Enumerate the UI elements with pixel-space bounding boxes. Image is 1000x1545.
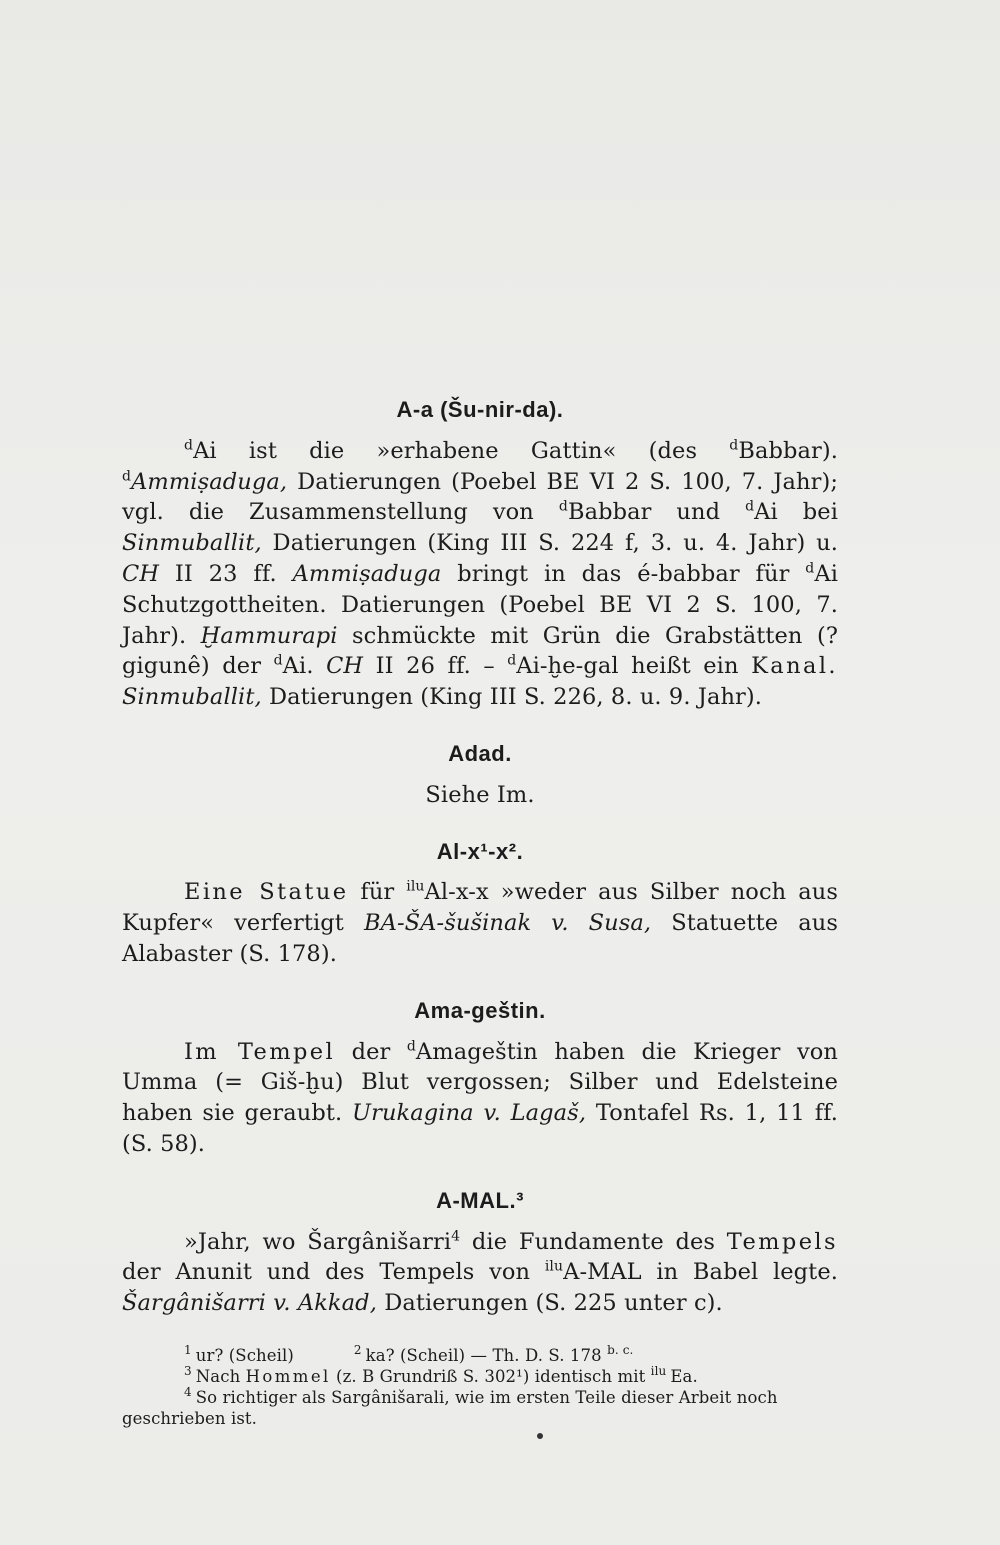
superscript: d — [273, 652, 283, 669]
text-run: Datierungen (King III S. 226, 8. u. 9. Jahr). — [261, 684, 763, 711]
text-run: BA-ŠA-šušinak v. Susa, — [363, 910, 652, 937]
text-run: Ai. — [282, 653, 327, 680]
text-run: Tempels — [726, 1228, 838, 1255]
text-run: CH — [122, 560, 160, 587]
entry-body — [122, 877, 838, 969]
footnotes — [122, 1345, 838, 1429]
text-run: der Anunit und des Tempels von — [122, 1259, 545, 1286]
footnote-1: $^1$ ur? (Scheil) — [184, 1343, 294, 1365]
superscript: ilu — [544, 1258, 564, 1275]
text-run: Eine Statue — [184, 879, 349, 906]
text-run: Šargânišarri v. Akkad, — [122, 1290, 377, 1317]
superscript: d — [507, 652, 517, 669]
text-run: Datierungen (King III S. 224 f, 3. u. 4. Jahr) u. — [261, 530, 838, 557]
text-run: der — [335, 1038, 407, 1065]
superscript: ilu — [406, 878, 425, 895]
text-run: Amageštin haben die Krieger von Umma (= Giš-ḫu) Blut vergossen; Silber und Edelsteine haben sie geraubt. — [122, 1038, 838, 1127]
text-run: CH — [326, 653, 364, 680]
entry-heading: Al-x¹-x². — [436, 838, 524, 864]
text-run: Ḫammurapi — [200, 622, 338, 649]
footnote-3: $^3$ Nach Hommel (z. B Grundriß S. 302¹) identisch mit $^{ilu}$ Ea. — [184, 1364, 698, 1386]
superscript: d — [729, 437, 739, 454]
text-run: Ai ist die »erhabene Gattin« (des — [193, 437, 730, 464]
text-run: Datierungen (Poebel BE VI 2 S. 100, 7. Jahr); vgl. die Zusammenstellung von — [122, 468, 838, 526]
text-run: Datierungen (S. 225 unter c). — [376, 1290, 723, 1317]
entry-body — [122, 1227, 838, 1319]
text-run: »Jahr, wo Šargânišarri — [184, 1228, 452, 1255]
entry-body — [122, 780, 838, 811]
text-run: Ai-ḫe-gal heißt ein — [516, 653, 752, 680]
text-run: Ammiṣaduga, — [131, 468, 288, 495]
superscript: d — [805, 560, 815, 577]
text-run: A-MAL in Babel legte. — [563, 1259, 838, 1286]
footnote-2: $^2$ ka? (Scheil) — Th. D. S. 178 $^{b. c.}$ — [353, 1343, 634, 1365]
entry — [122, 837, 838, 970]
text-run: II 23 ff. — [159, 560, 293, 587]
text-run: Siehe Im. — [425, 781, 535, 808]
text-run: für — [348, 879, 407, 906]
text-run: schmückte mit Grün die Grabstätten (? gigunê) der — [122, 622, 839, 680]
page-content — [122, 395, 838, 1429]
entry-heading: Ama-geštin. — [414, 997, 546, 1023]
entry-heading: A-MAL.³ — [436, 1187, 524, 1213]
entry-heading: Adad. — [448, 740, 512, 766]
entries-list — [122, 395, 838, 1319]
text-run: Tontafel Rs. 1, 11 ff. (S. 58). — [122, 1100, 838, 1157]
superscript: d — [745, 498, 755, 515]
entry — [122, 1186, 838, 1319]
text-run: die Fundamente des — [460, 1228, 727, 1255]
superscript: 4 — [451, 1228, 461, 1245]
entry — [122, 996, 838, 1160]
text-run: Babbar und — [567, 499, 746, 526]
text-run: Urukagina v. Lagaš, — [352, 1100, 587, 1127]
superscript: d — [558, 498, 568, 515]
superscript: d — [122, 468, 132, 485]
text-run: bringt in das é-babbar für — [441, 560, 806, 587]
text-run: Im Tempel — [184, 1038, 336, 1065]
footnote-line-1 — [122, 1345, 838, 1366]
entry-body — [122, 436, 838, 713]
text-run: Kanal. — [751, 653, 838, 680]
superscript: d — [406, 1038, 416, 1055]
text-run: Sinmuballit, — [122, 530, 262, 557]
entry-body — [122, 1037, 838, 1160]
superscript: d — [184, 437, 194, 454]
page-mark-dot — [537, 1433, 543, 1439]
entry-heading: A-a (Šu-nir-da). — [396, 397, 564, 422]
footnote-4: $^4$ So richtiger als Sargânišarali, wie im ersten Teile dieser Arbeit noch geschrieben ist. — [122, 1385, 778, 1428]
text-run: Sinmuballit, — [122, 684, 262, 711]
text-run: II 26 ff. – — [363, 653, 508, 680]
text-run: Babbar). — [738, 437, 838, 464]
entry — [122, 739, 838, 811]
entry — [122, 395, 838, 713]
text-run: Ammiṣaduga — [292, 560, 442, 587]
text-run: Statuette aus Alabaster (S. 178). — [122, 910, 838, 967]
text-run: Ai Schutzgottheiten. Datierungen (Poebel BE VI 2 S. 100, 7. Jahr). — [122, 560, 838, 649]
text-run: Al-x-x »weder aus Silber noch aus Kupfer« verfertigt — [122, 879, 838, 937]
text-run: Ai bei — [754, 499, 838, 526]
